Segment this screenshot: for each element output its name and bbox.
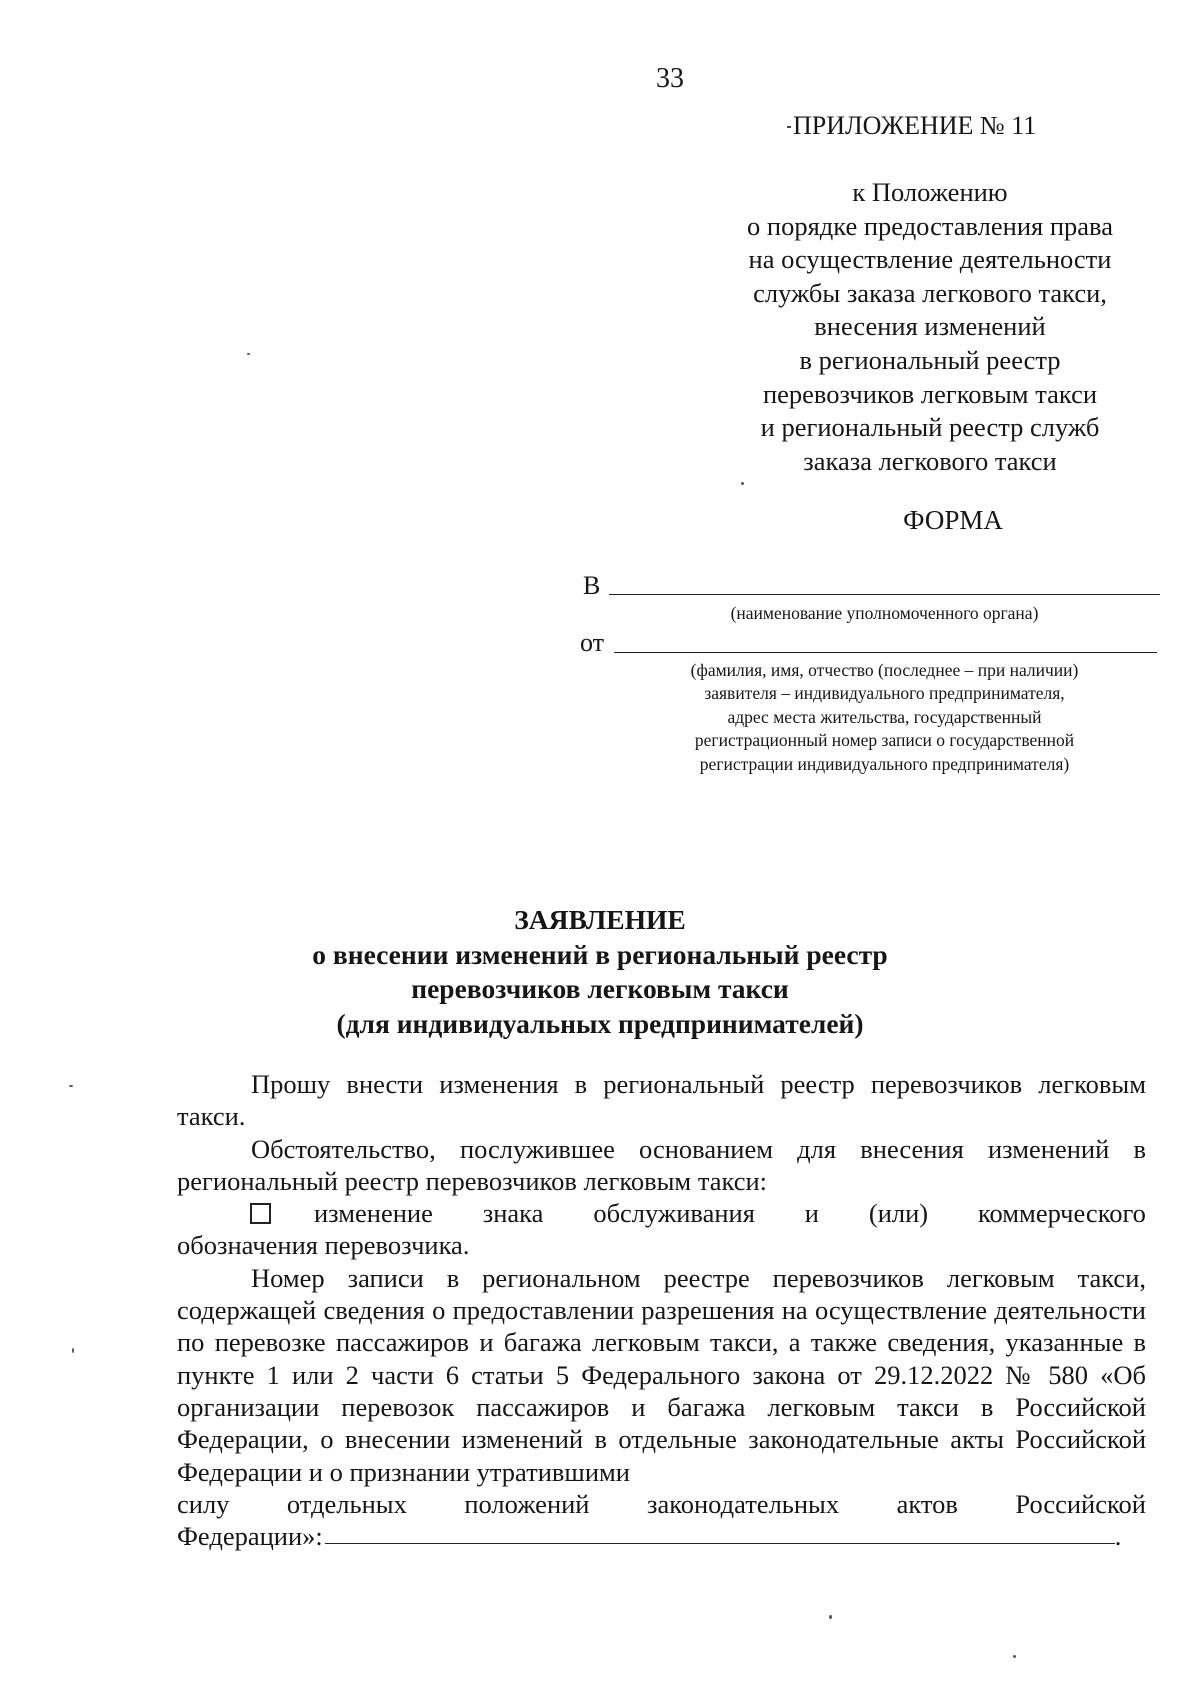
authority-name-caption: (наименование уполномоченного органа): [730, 603, 1039, 623]
request-paragraph: Прошу внести изменения в региональный реестр перевозчиков легковым такси.: [177, 1069, 1146, 1132]
record-word: отдельных: [286, 1488, 407, 1519]
regulation-reference: [720, 176, 1140, 478]
applicant-field[interactable]: [614, 652, 1157, 653]
record-word: силу: [177, 1488, 230, 1519]
regulation-line: на осуществление деятельности: [748, 244, 1112, 275]
regulation-line: и региональный реестр служб: [760, 412, 1100, 443]
scan-speck: [741, 482, 744, 485]
checkbox-word: обслуживания: [593, 1198, 755, 1229]
record-number-field[interactable]: [325, 1542, 1115, 1544]
record-number-spread-line: [177, 1488, 1146, 1520]
statement-subtitle-line: о внесении изменений в региональный реестр: [312, 938, 888, 970]
applicant-caption-line: заявителя – индивидуального предпринимателя,: [704, 683, 1065, 704]
appendix-label: ПРИЛОЖЕНИЕ № 11: [793, 111, 1093, 141]
record-number-paragraph: Номер записи в региональном реестре перевозчиков легковым такси, содержащей сведения о предоставлении разрешения на осуществление деятельности по перевозке пассажиров и багажа легковым такси, а также сведения, указанные в пункте 1 или 2 части 6 статьи 5 Федерального закона от 29.12.2022 № 580 «Об организации перевозок пассажиров и багажа легковым такси в Российской Федерации, о внесении изменений в отдельные законодательные акты Российской Федерации и о признании утратившими: [177, 1262, 1146, 1487]
circumstance-paragraph: Обстоятельство, послужившее основанием для внесения изменений в региональный реестр перевозчиков легковым такси:: [177, 1133, 1146, 1196]
change-mark-checkbox[interactable]: [250, 1203, 271, 1224]
checkbox-word: коммерческого: [978, 1198, 1146, 1229]
page-number: 33: [656, 63, 684, 94]
checkbox-option: [177, 1197, 1146, 1262]
regulation-line: службы заказа легкового такси,: [753, 277, 1107, 308]
record-word: законодательных: [646, 1488, 840, 1519]
applicant-caption-line: регистрационный номер записи о государственной: [694, 730, 1075, 751]
regulation-line: заказа легкового такси: [803, 445, 1057, 476]
scan-speck: [69, 1085, 73, 1087]
regulation-line: в региональный реестр: [799, 344, 1061, 375]
to-prefix: В: [583, 571, 601, 600]
scan-speck: [829, 1615, 832, 1619]
regulation-line: к Положению: [852, 177, 1008, 207]
statement-subtitle-line: (для индивидуальных предпринимателей): [336, 1007, 864, 1039]
record-number-last-line: [177, 1520, 1146, 1552]
checkbox-first-line: [177, 1197, 1146, 1229]
checkbox-box-wrap: [177, 1197, 433, 1229]
applicant-caption: [609, 659, 1160, 776]
authority-name-field[interactable]: [609, 594, 1160, 595]
form-label: ФОРМА: [903, 505, 1003, 535]
record-word: положений: [464, 1488, 590, 1519]
scan-speck: [72, 1348, 74, 1353]
record-word: Российской: [1015, 1488, 1146, 1519]
from-prefix: от: [580, 628, 605, 657]
statement-title: [0, 903, 1200, 1041]
statement-subtitle-line: перевозчиков легковым такси: [411, 973, 789, 1004]
applicant-caption-line: адрес места жительства, государственный: [727, 706, 1042, 727]
checkbox-second-line: обозначения перевозчика.: [177, 1230, 470, 1261]
statement-heading: ЗАЯВЛЕНИЕ: [514, 904, 686, 935]
scan-speck: [247, 353, 250, 355]
checkbox-word: (или): [868, 1198, 929, 1229]
regulation-line: внесения изменений: [814, 311, 1046, 342]
checkbox-word: изменение: [314, 1198, 433, 1229]
regulation-line: перевозчиков легковым такси: [762, 378, 1098, 409]
record-end-mark: .: [1114, 1521, 1122, 1552]
scan-speck: [1013, 1655, 1016, 1658]
regulation-line: о порядке предоставления права: [747, 210, 1113, 241]
applicant-caption-line: (фамилия, имя, отчество (последнее – при наличии): [690, 660, 1079, 680]
statement-body: [177, 1068, 1146, 1552]
checkbox-word: и: [804, 1198, 819, 1229]
record-word: актов: [896, 1488, 958, 1519]
applicant-caption-line: регистрации индивидуального предпринимателя): [699, 753, 1070, 774]
record-last-start: Федерации»:: [177, 1521, 323, 1552]
checkbox-word: знака: [482, 1198, 544, 1229]
